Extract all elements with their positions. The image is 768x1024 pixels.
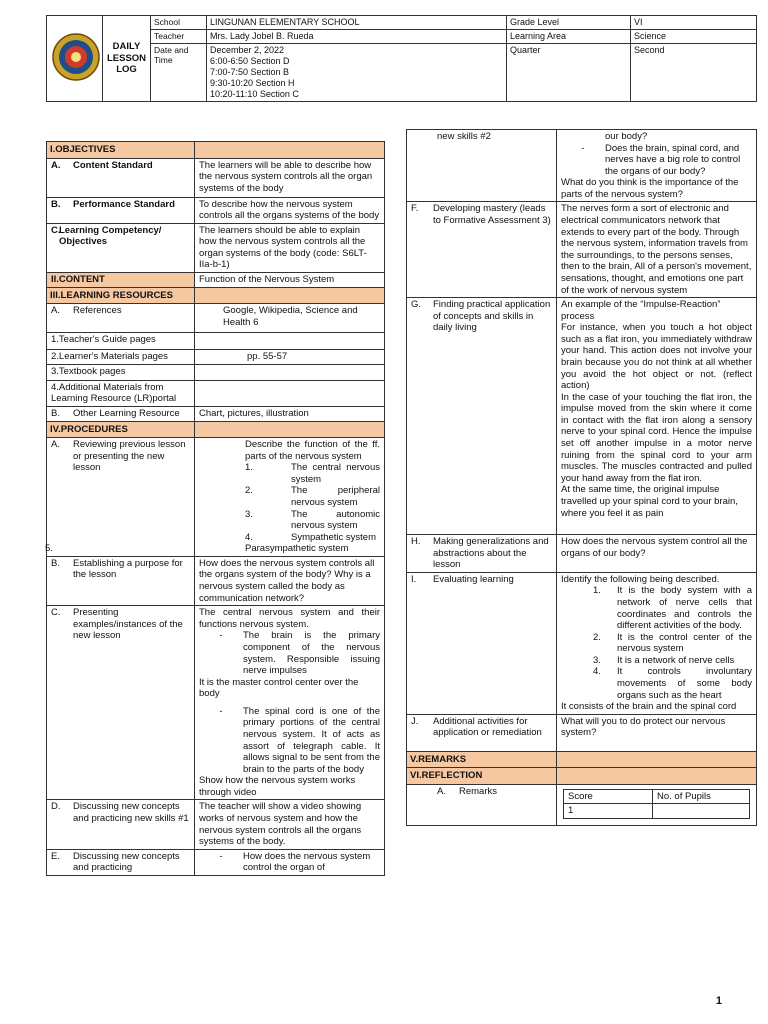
dash-item: - The brain is the primary component of the nervous system. Responsible issuing nerve impulses bbox=[219, 630, 380, 677]
list-item: 2. The peripheral nervous system bbox=[245, 485, 380, 508]
remarks-heading: V.REMARKS bbox=[407, 751, 557, 768]
section-time: 7:00-7:50 Section B bbox=[210, 66, 290, 77]
procedure-i-label: I. Evaluating learning bbox=[407, 572, 557, 714]
procedure-a-intro: Describe the function of the ff. parts of the nervous system bbox=[245, 439, 380, 462]
score-cell bbox=[557, 784, 757, 825]
procedure-h-text: How does the nervous system control all the organs of our body? bbox=[557, 535, 757, 573]
section-time: 9:30-10:20 Section H bbox=[210, 77, 295, 88]
continued-question: What do you think is the importance of the parts of the nervous system? bbox=[561, 177, 739, 200]
content-text: Function of the Nervous System bbox=[195, 273, 385, 288]
score-value: 1 bbox=[564, 804, 653, 819]
procedure-a-label: A. Reviewing previous lesson or presenting the new lesson bbox=[47, 438, 195, 557]
list-item: 3. The autonomic nervous system bbox=[245, 508, 380, 532]
area-label: Learning Area bbox=[507, 29, 631, 43]
continued-line: our body? bbox=[605, 131, 648, 142]
list-item: 1. The central nervous system bbox=[245, 462, 380, 485]
content-standard-text: The learners will be able to describe how the nervous system controls all the organ systems of the body bbox=[195, 158, 385, 197]
quarter-label: Quarter bbox=[507, 43, 631, 101]
logo-cell bbox=[47, 16, 103, 102]
references-text: Google, Wikipedia, Science and Health 6 bbox=[195, 304, 385, 333]
procedure-c-end: Show how the nervous system works through video bbox=[199, 775, 356, 798]
dash-item: - Does the brain, spinal cord, and nerves have a big role to control the organs of our body? bbox=[581, 142, 741, 177]
date-value bbox=[207, 43, 507, 101]
procedures-heading: IV.PROCEDURES bbox=[47, 421, 195, 438]
pupils-header: No. of Pupils bbox=[653, 789, 750, 804]
learning-competency-label: C. Learning Competency/ Objectives bbox=[47, 223, 195, 272]
right-column-table bbox=[406, 129, 757, 826]
other-resource-text: Chart, pictures, illustration bbox=[195, 406, 385, 421]
procedure-c-mid: It is the master control center over the body bbox=[199, 676, 359, 700]
additional-materials-label: 4.Additional Materials from Learning Resource (LR)portal bbox=[47, 380, 195, 406]
school-seal-logo bbox=[51, 32, 101, 82]
procedure-e-text bbox=[195, 849, 385, 875]
area-value: Science bbox=[631, 29, 757, 43]
procedure-h-label: H. Making generalizations and abstractions about the lesson bbox=[407, 535, 557, 573]
procedure-j-label: J. Additional activities for application or remediation bbox=[407, 714, 557, 751]
procedure-d-label: D. Discussing new concepts and practicing new skills #1 bbox=[47, 800, 195, 849]
performance-standard-text: To describe how the nervous system controls all the organs systems of the body bbox=[195, 197, 385, 223]
textbook-label: 3.Textbook pages bbox=[47, 364, 195, 380]
list-item: 3. It is a network of nerve cells bbox=[593, 654, 735, 666]
score-header: Score bbox=[564, 789, 653, 804]
i-intro: Identify the following being described. bbox=[561, 573, 720, 585]
procedure-c-intro: The central nervous system and their functions nervous system. bbox=[199, 607, 380, 630]
pupils-value bbox=[653, 804, 750, 819]
date-text: December 2, 2022 bbox=[210, 44, 285, 55]
list-item: 1. It is the body system with a network of nerve cells that coordinates and controls the different activities of the body. bbox=[593, 585, 752, 632]
grade-label: Grade Level bbox=[507, 16, 631, 30]
g-paragraph: At the same time, the original impulse travelled up your spinal cord to your brain, where you feel it as pain bbox=[561, 484, 738, 519]
left-column-table bbox=[46, 141, 385, 876]
school-label: School bbox=[151, 16, 207, 30]
procedure-f-label: F. Developing mastery (leads to Formative Assessment 3) bbox=[407, 202, 557, 298]
reflection-remarks-label: A. Remarks bbox=[407, 784, 557, 825]
learners-materials-label: 2.Learner's Materials pages bbox=[47, 350, 195, 365]
header-table bbox=[46, 15, 757, 102]
procedure-g-text bbox=[557, 298, 757, 535]
quarter-value: Second bbox=[631, 43, 757, 101]
list-item: 2. It is the control center of the nervous system bbox=[593, 631, 752, 655]
resources-heading: III.LEARNING RESOURCES bbox=[47, 287, 195, 304]
other-resource-label: B. Other Learning Resource bbox=[47, 406, 195, 421]
i-end: It consists of the brain and the spinal cord bbox=[561, 701, 737, 713]
learners-materials-text: pp. 55-57 bbox=[195, 350, 385, 365]
dash-item: - The spinal cord is one of the primary portions of the central nervous system. It of acts as assort of telegraph cable. It allows signal to be sent from the brain to the parts of the body bbox=[219, 705, 380, 775]
content-standard-label: A. Content Standard bbox=[47, 158, 195, 197]
content-heading: II.CONTENT bbox=[47, 273, 195, 288]
document-title: DAILY LESSON LOG bbox=[103, 16, 151, 102]
procedure-b-text: How does the nervous system controls all the organs system of the body? Why is a nervous system called the body as communication network? bbox=[195, 556, 385, 605]
teacher-label: Teacher bbox=[151, 29, 207, 43]
page-number: 1 bbox=[715, 995, 722, 1007]
procedure-i-text bbox=[557, 572, 757, 714]
list-item: 4. Sympathetic system bbox=[245, 531, 376, 543]
procedure-c-label: C. Presenting examples/instances of the new lesson bbox=[47, 606, 195, 800]
procedure-j-text: What will you to do protect our nervous system? bbox=[557, 714, 757, 751]
g-paragraph: In the case of your touching the flat iron, the impulse moved from the skin where it come in contact with the flat iron along a sensory nerve to your spinal cord. Hence the impulse set off another impulse in a motor nerve ruining from the spinal cord to your arm muscles. The muscles contracted and pulled your hand away from the flat iron. bbox=[561, 391, 752, 484]
teachers-guide-label: 1.Teacher's Guide pages bbox=[47, 333, 195, 350]
procedure-e-label: E. Discussing new concepts and practicing bbox=[47, 849, 195, 875]
g-paragraph: For instance, when you touch a hot object such as a flat iron, you immediately withdraw your hand. This action does not involve your brain because you do not think at all whether you avoid the hot object or not. (reflect action) bbox=[561, 322, 752, 392]
list-item: 4. It controls involuntary movements of some body organs such as the heart bbox=[593, 666, 752, 701]
procedure-e-continued-label: new skills #2 bbox=[407, 130, 557, 202]
dash-item: - How does the nervous system control the organ of bbox=[219, 850, 371, 874]
date-label: Date and Time bbox=[151, 43, 207, 101]
procedure-f-text: The nerves form a sort of electronic and electrical communicators network that extends to every part of the body. Through the nervous system, information travels from the surroundings, to the persons senses, then to the brain, All of a person's movement, sensations, thought, and emotions one part of the work of nervous system bbox=[557, 202, 757, 298]
school-value: LINGUNAN ELEMENTARY SCHOOL bbox=[207, 16, 507, 30]
section-time: 10:20-11:10 Section C bbox=[210, 88, 299, 99]
procedure-c-text bbox=[195, 606, 385, 800]
list-item: 5. Parasympathetic system bbox=[45, 543, 349, 555]
grade-value: VI bbox=[631, 16, 757, 30]
learning-competency-text: The learners should be able to explain how the nervous system controls all the organ systems of the body (code: S6LT-IIa-b-1) bbox=[195, 223, 385, 272]
references-label: A. References bbox=[47, 304, 195, 333]
score-table bbox=[563, 789, 750, 819]
objectives-heading: I.OBJECTIVES bbox=[47, 142, 195, 159]
procedure-b-label: B. Establishing a purpose for the lesson bbox=[47, 556, 195, 605]
procedure-e-continued-text bbox=[557, 130, 757, 202]
g-paragraph: An example of the “Impulse-Reaction” process bbox=[561, 299, 721, 322]
procedure-d-text: The teacher will show a video showing works of nervous system and how the nervous system controls all the organs systems of the body. bbox=[195, 800, 385, 849]
performance-standard-label: B. Performance Standard bbox=[47, 197, 195, 223]
section-time: 6:00-6:50 Section D bbox=[210, 55, 290, 66]
teacher-value: Mrs. Lady Jobel B. Rueda bbox=[207, 29, 507, 43]
procedure-g-label: G. Finding practical application of concepts and skills in daily living bbox=[407, 298, 557, 535]
reflection-heading: VI.REFLECTION bbox=[407, 768, 557, 785]
